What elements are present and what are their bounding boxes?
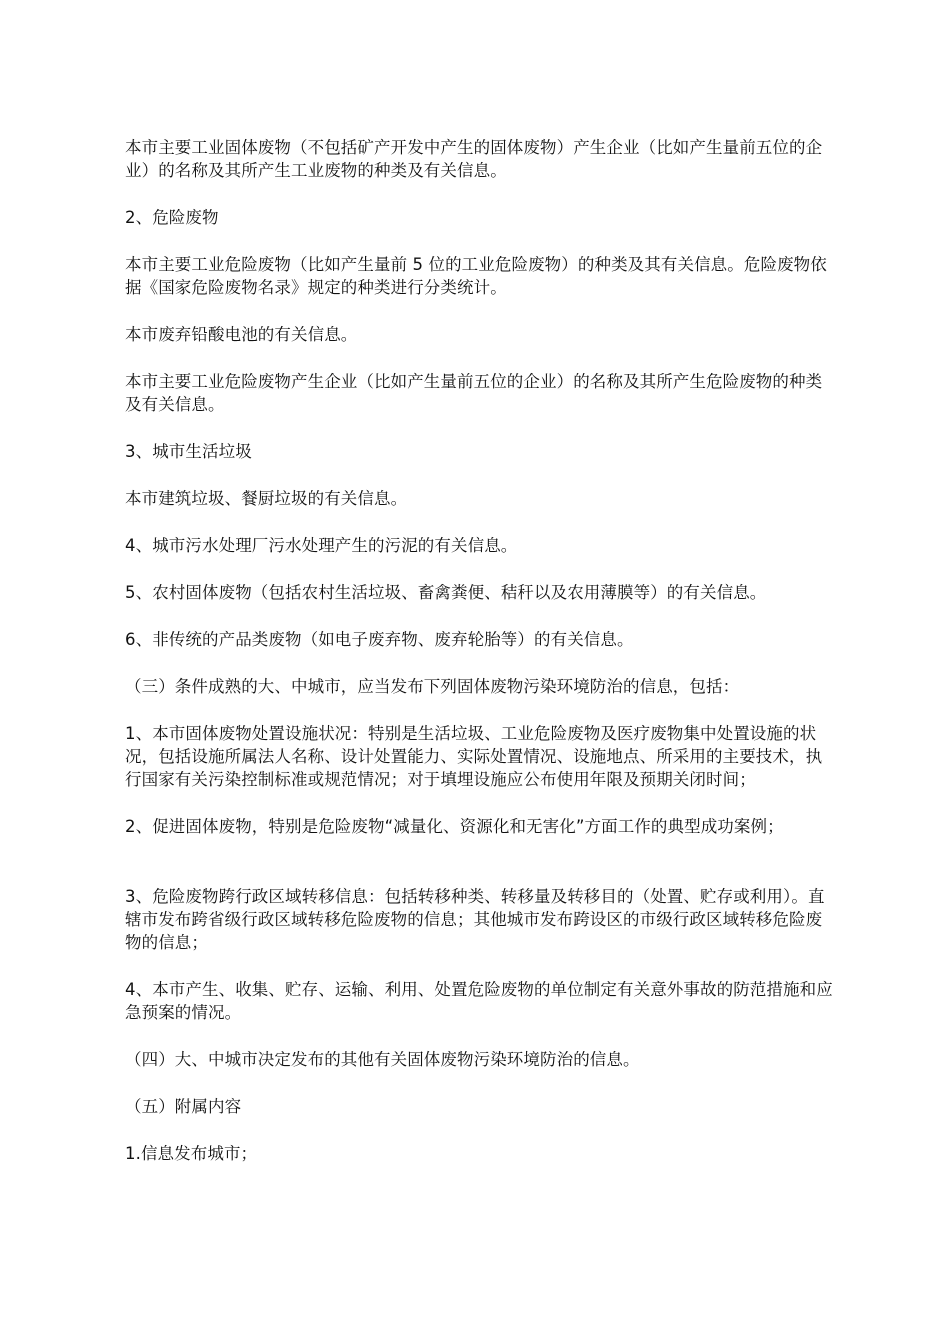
paragraph-publishing-city: 1.信息发布城市；: [125, 1144, 258, 1163]
paragraph-success-cases: 2、促进固体废物，特别是危险废物“减量化、资源化和无害化”方面工作的典型成功案例；: [125, 817, 784, 836]
heading-municipal-solid-waste: 3、城市生活垃圾: [125, 442, 252, 461]
paragraph-sewage-sludge: 4、城市污水处理厂污水处理产生的污泥的有关信息。: [125, 536, 518, 555]
heading-section-three: （三）条件成熟的大、中城市，应当发布下列固体废物污染环境防治的信息，包括：: [125, 677, 740, 696]
paragraph-lead-acid-batteries: 本市废弃铅酸电池的有关信息。: [125, 325, 358, 344]
paragraph-rural-solid-waste: 5、农村固体废物（包括农村生活垃圾、畜禽粪便、秸秆以及农用薄膜等）的有关信息。: [125, 583, 767, 602]
paragraph-hazardous-waste-types: 本市主要工业危险废物（比如产生量前 5 位的工业危险废物）的种类及其有关信息。危险废物依据《国家危险废物名录》规定的种类进行分类统计。: [125, 255, 827, 297]
paragraph-construction-kitchen-waste: 本市建筑垃圾、餐厨垃圾的有关信息。: [125, 489, 408, 508]
paragraph-emergency-plans: 4、本市产生、收集、贮存、运输、利用、处置危险废物的单位制定有关意外事故的防范措施和应急预案的情况。: [125, 980, 833, 1022]
heading-section-five: （五）附属内容: [125, 1097, 242, 1116]
paragraph-industrial-solid-waste-enterprises: 本市主要工业固体废物（不包括矿产开发中产生的固体废物）产生企业（比如产生量前五位的企业）的名称及其所产生工业废物的种类及有关信息。: [125, 138, 823, 180]
paragraph-cross-region-transfer: 3、危险废物跨行政区域转移信息：包括转移种类、转移量及转移目的（处置、贮存或利用）。直辖市发布跨省级行政区域转移危险废物的信息；其他城市发布跨设区的市级行政区域转移危险废物的信息；: [125, 887, 825, 952]
paragraph-hazardous-waste-enterprises: 本市主要工业危险废物产生企业（比如产生量前五位的企业）的名称及其所产生危险废物的种类及有关信息。: [125, 372, 823, 414]
paragraph-non-traditional-waste: 6、非传统的产品类废物（如电子废弃物、废弃轮胎等）的有关信息。: [125, 630, 634, 649]
paragraph-disposal-facilities: 1、本市固体废物处置设施状况：特别是生活垃圾、工业危险废物及医疗废物集中处置设施的状况，包括设施所属法人名称、设计处置能力、实际处置情况、设施地点、所采用的主要技术，执行国家有关污染控制标准或规范情况；对于填埋设施应公布使用年限及预期关闭时间；: [125, 724, 823, 789]
document-body: [125, 136, 835, 1165]
heading-section-four: （四）大、中城市决定发布的其他有关固体废物污染环境防治的信息。: [125, 1050, 640, 1069]
heading-hazardous-waste: 2、危险废物: [125, 208, 219, 227]
